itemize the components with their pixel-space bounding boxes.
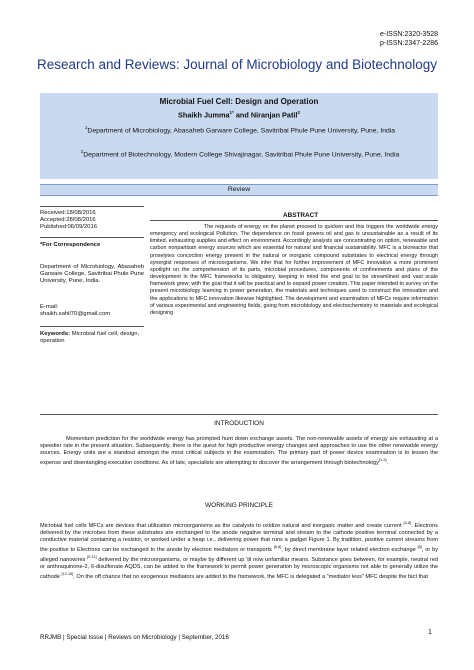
wp-ref-5: [12-16]: [61, 571, 74, 576]
abstract-heading: ABSTRACT: [283, 212, 319, 219]
published-date: Published:06/09/2016: [40, 224, 97, 231]
keywords-label: Keywords:: [40, 331, 71, 337]
keywords-block: [40, 331, 144, 345]
paper-title: Microbial Fuel Cell: Design and Operation: [159, 97, 319, 106]
author-2-marker: 2: [297, 110, 300, 115]
working-principle-heading: WORKING PRINCIPLE: [205, 502, 273, 509]
wp-text-5: delivered by the microorganisms, or maybe by different up 'til now unfamiliar means. Substance goes between, for example, neutral red or anthraquinone-2, 6-disulfonate AQDS, can be added to the framework to permit power generation by microscopic organisms not able to generally utilize the cathode: [40, 556, 438, 580]
wp-text-4: , or by alleged nanowires: [40, 546, 439, 563]
meta-rule-2: [40, 237, 144, 238]
article-type: Review: [227, 186, 251, 193]
issn-block: [380, 30, 438, 48]
affiliation-2: [46, 148, 434, 160]
wp-text-3: , by direct membrane layer related electron exchange: [281, 546, 418, 553]
email-label: E-mail:: [40, 304, 59, 310]
email-block: [40, 304, 144, 318]
meta-rule-top: [40, 206, 144, 207]
p-issn: p-ISSN:2347-2286: [380, 40, 438, 47]
accepted-date: Accepted:28/08/2016: [40, 217, 96, 224]
journal-title: Research and Reviews: Journal of Microbiology and Biotechnology: [37, 57, 437, 72]
e-issn: e-ISSN:2320-3528: [380, 31, 438, 38]
wp-text-6: . On the off chance that no exogenous mediators are added to the framework, the MFC is delegated a "mediator less" MFC despite the fact that: [73, 573, 428, 580]
wp-ref-1: [4-8]: [403, 521, 412, 525]
affiliation-1: [46, 124, 434, 136]
affiliation-2-text: Department of Biotechnology, Modern College Shivajinagar, Savitribai Phule Pune University, Pune, India: [83, 151, 400, 159]
authors: [40, 110, 438, 119]
affiliation-1-marker: 1: [84, 125, 88, 130]
working-principle-text: [40, 520, 438, 581]
dates-block: [40, 210, 144, 232]
introduction-end: .: [386, 460, 389, 466]
abstract-text: The requests of energy on the planet proceed to quicken and this triggers the worldwide energy emergency and ecological Pollution. The dependence on fossil powers oil and gas is unsustainable as a result of its limited, exhausting supplies and effect on environment. Accordingly analysts are concentrating on option, renewable and carbon nonpartisan energy sources which are essential for natural and financial sustainability. MFC is a bioreactor that proselytes concoction energy present in the natural or inorganic compound substrates to electrical energy through synergist responses of microorganisms. We infer that for further improvement of MFC innovation a more prominent spotlight on the comprehension of its parts, microbial procedures, components of confinements and plans of the development in the MFC frameworks is obligatory, keeping in mind the end goal to be streamlined and vast scale framework grew; with the goal that it will be practical and to expand power creation. This paper intended to survey on the present microbiology learning in power generation, the materials and techniques used to construct the innovation and the applications to MFC innovation likewise highlighted. The development and examination of MFCs require information of various experimental and engineering fields, going from microbiology and electrochemistry to materials and ecological designing: [150, 224, 438, 316]
wp-ref-3: [8]: [417, 545, 422, 549]
meta-rule-3: [40, 326, 144, 327]
footer-text: RRJMB | Special Issue | Reviews on Microbiology | September, 2016: [40, 634, 229, 641]
email-link[interactable]: shaikh.sahil70@gmail.com: [40, 311, 111, 318]
wp-text-2: . Electrons delivered by the microbes from these substrates are exchanged to the anode negative terminal and stream to the cathode positive terminal connected by a conductive material containing a resistor, or worked under a heap i.e., delivering power that runs a gadget Figure 1. By tradition, positive current streams from the positive to Electrons can be exchanged to the anode by electron mediators or transports: [40, 522, 438, 553]
abstract-bottom-rule: [40, 414, 438, 415]
page-number: 1: [428, 629, 432, 636]
wp-ref-2: [6-8]: [273, 545, 282, 549]
introduction-heading: INTRODUCTION: [214, 420, 264, 427]
affiliation-1-text: Department of Microbiology, Abasaheb Garware College, Savitribai Phule Pune University, Pune, India: [87, 127, 396, 135]
author-1-marker: 1*: [229, 110, 234, 115]
introduction-text: [40, 436, 438, 467]
affiliation-2-marker: 2: [80, 149, 84, 154]
introduction-ref: [1-3]: [378, 458, 387, 463]
abstract-rule: [150, 220, 438, 221]
received-date: Received:18/08/2016: [40, 210, 96, 216]
author-conjunction: and: [233, 110, 251, 120]
author-2: Niranjan Patil: [250, 110, 298, 120]
author-1: Shaikh Jumma: [178, 110, 230, 120]
correspondence-heading: *For Correspondence: [40, 242, 101, 248]
introduction-body: Momentum prediction for the worldwide energy has prompted hunt down exchange assets. The non-renewable assets of energy are exhausting at a speedier rate in the present situation. Subsequently, there is the quest for high productive energy changes and approaches to use the other renewable energy sources. Energy units are a standout amongst the most critical subjects in the examination. The primary part of power device examination is to lessen the expense and disentangling execution conditions. As of late, specialists are attempting to discover the arrangement through biotechnology: [40, 436, 438, 466]
keywords-text: Microbial fuel cell, design, operation: [40, 331, 140, 345]
wp-ref-4: [9-11]: [87, 554, 97, 559]
correspondence-address: Department of Microbiology, Abasaheb Garware College, Savitribai Phule Pune University, Pune, India.: [40, 264, 144, 285]
wp-text-1: Microbial fuel cells MFCs are devices that utilization microorganisms as the catalysts to oxidize natural and inorganic matter and create current: [40, 522, 404, 529]
